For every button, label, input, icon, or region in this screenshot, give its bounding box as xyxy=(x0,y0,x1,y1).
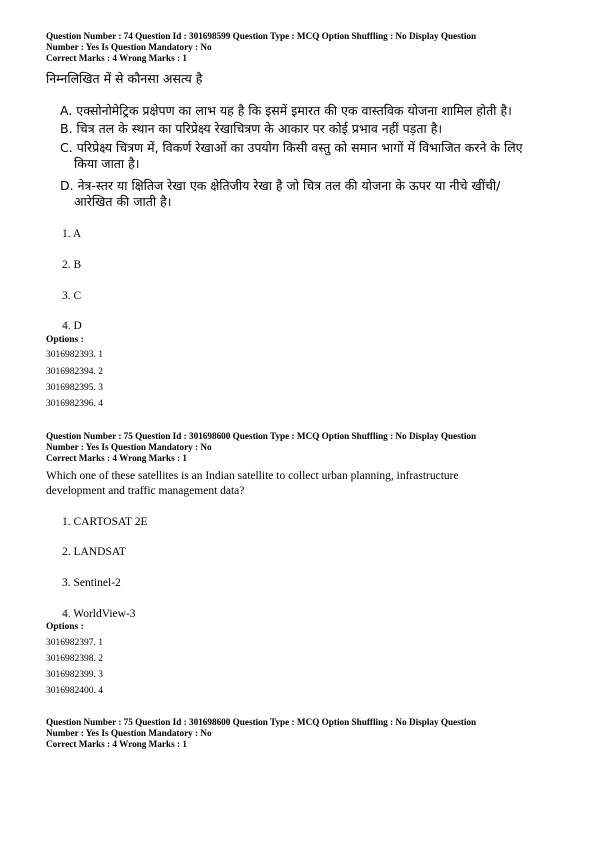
statement-text: एक्सोनोमेट्रिक प्रक्षेपण का लाभ यह है कि इसमें इमारत की एक वास्तविक योजना शामिल होती है। xyxy=(76,103,512,118)
question-marks: Correct Marks : 4 Wrong Marks : 1 xyxy=(46,453,187,463)
option-id: 3016982400. 4 xyxy=(46,686,103,696)
statement-c xyxy=(60,140,565,172)
question-header-line: Question Number : 75 Question Id : 301698600 Question Type : MCQ Option Shuffling : No Display Question xyxy=(46,431,477,441)
statement-label: A. xyxy=(60,103,73,118)
statement-b xyxy=(60,121,565,137)
question-stem: निम्नलिखित में से कौनसा असत्य है xyxy=(46,71,203,86)
answer-option[interactable]: 1. CARTOSAT 2E xyxy=(62,516,148,528)
option-id: 3016982399. 3 xyxy=(46,670,103,680)
statement-label: D. xyxy=(60,178,74,193)
statement-text: नेत्र-स्तर या क्षितिज रेखा एक क्षेतिजीय रेखा है जो चित्र तल की योजना के ऊपर या नीचे खींची/ xyxy=(77,178,501,193)
question-header-line: Question Number : 75 Question Id : 301698600 Question Type : MCQ Option Shuffling : No Display Question xyxy=(46,717,477,727)
answer-option[interactable]: 2. B xyxy=(62,259,82,271)
option-id: 3016982393. 1 xyxy=(46,350,103,360)
question-stem-line: development and traffic management data? xyxy=(46,485,245,497)
question-header xyxy=(46,717,556,750)
question-header-line: Number : Yes Is Question Mandatory : No xyxy=(46,42,212,52)
statement-label: B. xyxy=(60,121,73,136)
question-header-line: Number : Yes Is Question Mandatory : No xyxy=(46,442,212,452)
answer-option[interactable]: 1. A xyxy=(62,228,82,240)
statement-label: C. xyxy=(60,140,73,155)
answer-option[interactable]: 4. D xyxy=(62,320,82,332)
question-header-line: Number : Yes Is Question Mandatory : No xyxy=(46,728,212,738)
option-id: 3016982395. 3 xyxy=(46,383,103,393)
option-id: 3016982397. 1 xyxy=(46,638,103,648)
answer-option[interactable]: 2. LANDSAT xyxy=(62,546,126,558)
statement-text-continued: किया जाता है। xyxy=(74,156,140,171)
statement-d xyxy=(60,178,565,210)
question-marks: Correct Marks : 4 Wrong Marks : 1 xyxy=(46,739,187,749)
question-stem-line: Which one of these satellites is an Indian satellite to collect urban planning, infrastructure xyxy=(46,470,459,482)
question-stem xyxy=(46,469,556,499)
question-header xyxy=(46,31,556,64)
statement-a xyxy=(60,103,565,119)
question-header xyxy=(46,431,556,464)
question-marks: Correct Marks : 4 Wrong Marks : 1 xyxy=(46,53,187,63)
option-id: 3016982394. 2 xyxy=(46,367,103,377)
options-header: Options : xyxy=(46,622,84,632)
option-id: 3016982398. 2 xyxy=(46,654,103,664)
option-id: 3016982396. 4 xyxy=(46,399,103,409)
statement-text: चित्र तल के स्थान का परिप्रेक्ष्य रेखाचित्रण के आकार पर कोई प्रभाव नहीं पड़ता है। xyxy=(76,121,443,136)
statement-text-continued: आरेखित की जाती है। xyxy=(74,194,172,209)
answer-option[interactable]: 3. C xyxy=(62,290,82,302)
options-header: Options : xyxy=(46,335,84,345)
statement-text: परिप्रेक्ष्य चित्रण में, विकर्ण रेखाओं का उपयोग किसी वस्तु को समान भागों में विभाजित करने के लिए xyxy=(76,140,523,155)
question-header-line: Question Number : 74 Question Id : 301698599 Question Type : MCQ Option Shuffling : No Display Question xyxy=(46,31,477,41)
answer-option[interactable]: 3. Sentinel-2 xyxy=(62,577,121,589)
answer-option[interactable]: 4. WorldView-3 xyxy=(62,608,136,620)
